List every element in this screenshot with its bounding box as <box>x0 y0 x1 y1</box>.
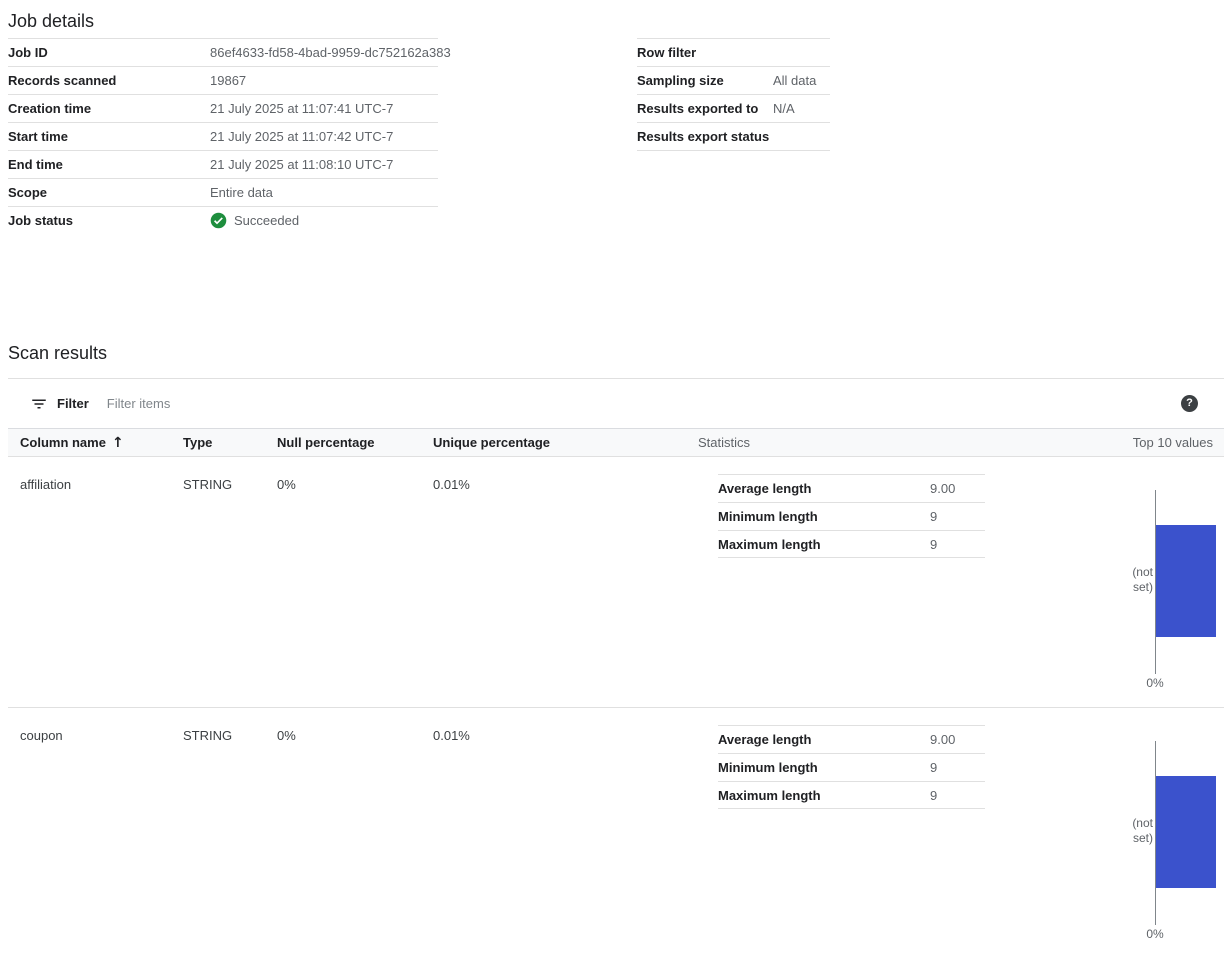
average-length-label: Average length <box>718 481 812 496</box>
average-length-value: 9.00 <box>930 732 956 747</box>
statistics-cell <box>698 457 998 707</box>
minimum-length-label: Minimum length <box>718 509 818 524</box>
filter-icon[interactable] <box>30 395 48 413</box>
job-status-row <box>8 206 438 234</box>
filter-label[interactable]: Filter <box>57 396 89 411</box>
end-time-label: End time <box>8 157 63 172</box>
job-details-title: Job details <box>8 11 95 31</box>
scope-value: Entire data <box>210 185 273 200</box>
minimum-length-value: 9 <box>930 509 938 524</box>
null-percentage-cell: 0% <box>277 728 296 743</box>
creation-time-row <box>8 94 438 122</box>
table-row-affiliation <box>8 457 1224 707</box>
row-filter-row <box>637 38 830 66</box>
job-status-value <box>210 212 299 229</box>
creation-time-value: 21 July 2025 at 11:07:41 UTC-7 <box>210 101 394 116</box>
scan-results-title: Scan results <box>8 343 108 363</box>
job-status-text: Succeeded <box>234 213 300 228</box>
maximum-length-row <box>718 781 985 809</box>
minimum-length-row <box>718 502 985 530</box>
row-filter-label: Row filter <box>637 45 697 60</box>
chart-tick-label: 0% <box>1146 676 1164 690</box>
null-percentage-cell: 0% <box>277 477 296 492</box>
creation-time-label: Creation time <box>8 101 92 116</box>
results-export-status-label: Results export status <box>637 129 770 144</box>
scan-results-card <box>8 378 1224 957</box>
chart-tick-label: 0% <box>1146 927 1164 941</box>
type-cell: STRING <box>183 728 233 743</box>
records-scanned-row <box>8 66 438 94</box>
chart-bar <box>1156 776 1216 888</box>
column-header-name-label: Column name <box>20 435 106 450</box>
job-details-table-left <box>8 38 451 234</box>
unique-percentage-cell: 0.01% <box>433 477 470 492</box>
records-scanned-label: Records scanned <box>8 73 117 88</box>
maximum-length-label: Maximum length <box>718 787 821 803</box>
table-row-coupon <box>8 707 1224 957</box>
scope-label: Scope <box>8 185 48 200</box>
bar-category-label: (not set) <box>1132 565 1153 594</box>
scope-row <box>8 178 438 206</box>
column-header-unique-percentage[interactable]: Unique percentage <box>433 435 551 450</box>
results-table-header <box>8 428 1224 457</box>
results-export-status-row <box>637 122 830 150</box>
results-exported-to-value: N/A <box>773 101 795 116</box>
maximum-length-label: Maximum length <box>718 536 821 552</box>
average-length-label: Average length <box>718 732 812 747</box>
check-circle-icon <box>210 212 227 229</box>
average-length-row <box>718 725 985 753</box>
job-details-table-right <box>637 38 830 151</box>
job-id-row <box>8 38 451 66</box>
sampling-size-value: All data <box>773 73 817 88</box>
job-id-value: 86ef4633-fd58-4bad-9959-dc752162a383 <box>210 45 451 60</box>
column-header-top-10-values: Top 10 values <box>1132 435 1213 450</box>
average-length-value: 9.00 <box>930 481 956 496</box>
end-time-value: 21 July 2025 at 11:08:10 UTC-7 <box>210 157 394 172</box>
start-time-value: 21 July 2025 at 11:07:42 UTC-7 <box>210 129 394 144</box>
statistics-table <box>718 474 985 558</box>
average-length-row <box>718 474 985 502</box>
unique-percentage-cell: 0.01% <box>433 728 470 743</box>
minimum-length-label: Minimum length <box>718 760 818 775</box>
statistics-cell <box>698 708 998 957</box>
top-values-chart <box>998 457 1224 707</box>
column-name-cell: affiliation <box>20 477 72 492</box>
minimum-length-row <box>718 753 985 781</box>
column-header-name[interactable] <box>20 435 183 451</box>
column-header-statistics: Statistics <box>698 435 751 450</box>
sampling-size-row <box>637 66 830 94</box>
column-header-null-percentage[interactable]: Null percentage <box>277 435 375 450</box>
results-exported-to-label: Results exported to <box>637 101 759 116</box>
end-time-row <box>8 150 438 178</box>
job-status-label: Job status <box>8 213 74 228</box>
top-values-chart <box>998 708 1224 957</box>
minimum-length-value: 9 <box>930 760 938 775</box>
records-scanned-value: 19867 <box>210 73 247 88</box>
start-time-label: Start time <box>8 129 68 144</box>
maximum-length-value: 9 <box>930 787 938 803</box>
column-name-cell: coupon <box>20 728 63 743</box>
filter-bar <box>8 379 1224 428</box>
help-icon[interactable]: ? <box>1181 395 1198 412</box>
type-cell: STRING <box>183 477 233 492</box>
column-header-type[interactable]: Type <box>183 435 213 450</box>
maximum-length-row <box>718 530 985 558</box>
sort-ascending-icon: ↑ <box>111 434 124 451</box>
filter-input[interactable] <box>107 396 1181 411</box>
bar-category-label: (not set) <box>1132 816 1153 845</box>
chart-bar <box>1156 525 1216 637</box>
start-time-row <box>8 122 438 150</box>
statistics-table <box>718 725 985 809</box>
job-id-label: Job ID <box>8 45 48 60</box>
maximum-length-value: 9 <box>930 536 938 552</box>
sampling-size-label: Sampling size <box>637 73 724 88</box>
results-exported-to-row <box>637 94 830 122</box>
